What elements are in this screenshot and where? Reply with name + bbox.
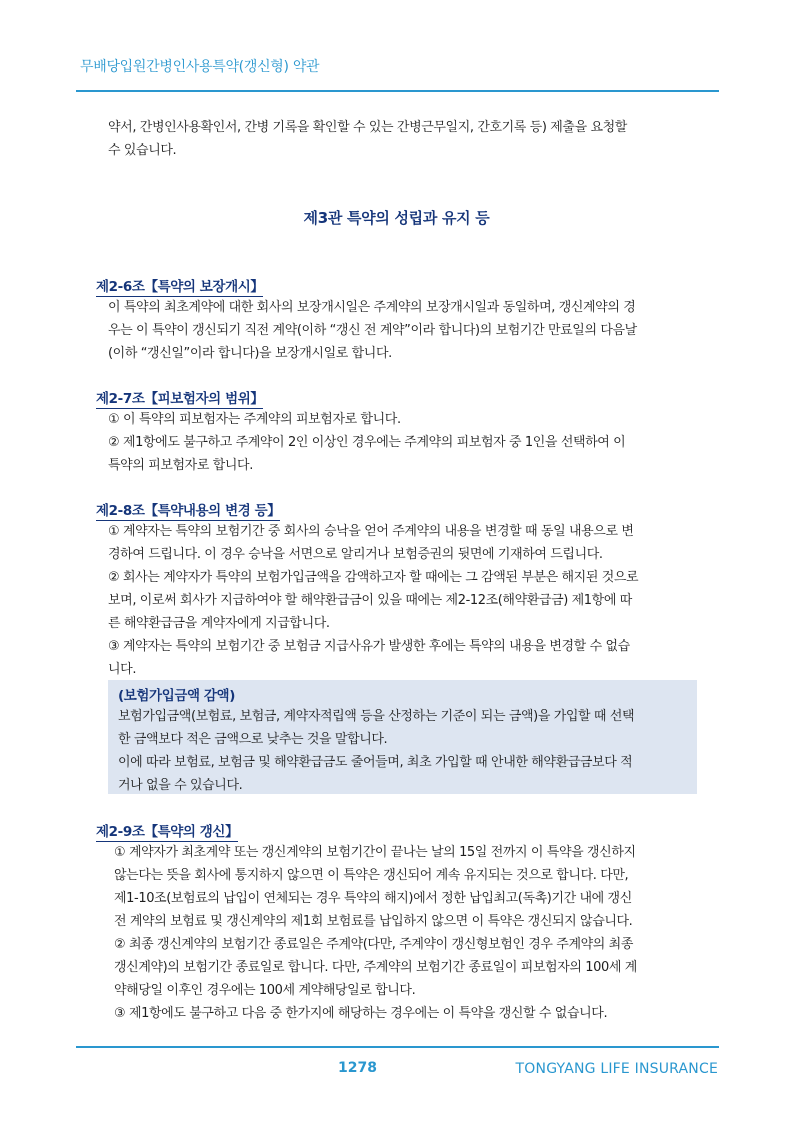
- definition-line: 보험가입금액(보험료, 보험금, 계약자적립액 등을 산정하는 기준이 되는 금액)을 가입할 때 선택: [118, 709, 635, 724]
- article-line: 보며, 이로써 회사가 지급하여야 할 해약환급금이 있을 때에는 제2-12조(해약환급금) 제1항에 따: [108, 593, 632, 608]
- definition-line: 이에 따라 보험료, 보험금 및 해약환급금도 줄어들며, 최초 가입할 때 안내한 해약환급금보다 적: [118, 755, 633, 770]
- article-line: 제1-10조(보험료의 납입이 연체되는 경우 특약의 해지)에서 정한 납입최고(독촉)기간 내에 갱신: [114, 891, 632, 906]
- article-heading-2-8: [96, 499, 280, 519]
- article-heading-text: 제2-8조【특약내용의 변경 등】: [96, 503, 281, 519]
- article-line: ① 계약자는 특약의 보험기간 중 회사의 승낙을 얻어 주계약의 내용을 변경할 때 동일 내용으로 변: [108, 524, 634, 539]
- article-line: ③ 계약자는 특약의 보험기간 중 보험금 지급사유가 발생한 후에는 특약의 내용을 변경할 수 없습: [108, 639, 630, 654]
- chapter-title: 제3관 특약의 성립과 유지 등: [303, 209, 490, 227]
- article-heading-text: 제2-6조【특약의 보장개시】: [96, 279, 264, 295]
- article-heading-text: 제2-9조【특약의 갱신】: [96, 824, 239, 840]
- article-line: ① 계약자가 최초계약 또는 갱신계약의 보험기간이 끝나는 날의 15일 전까지 이 특약을 갱신하지: [114, 845, 636, 860]
- article-line: 특약의 피보험자로 합니다.: [108, 458, 253, 473]
- article-line: 이 특약의 최초계약에 대한 회사의 보장개시일은 주계약의 보장개시일과 동일하며, 갱신계약의 경: [108, 300, 636, 315]
- article-line: (이하 “갱신일”이라 합니다)을 보장개시일로 합니다.: [108, 346, 392, 361]
- article-heading-2-9: [96, 820, 238, 840]
- article-line: 전 계약의 보험료 및 갱신계약의 제1회 보험료를 납입하지 않으면 이 특약은 갱신되지 않습니다.: [114, 914, 633, 929]
- article-heading-2-7: [96, 387, 263, 407]
- article-line: 른 해약환급금을 계약자에게 지급합니다.: [108, 616, 330, 631]
- company-name: TONGYANG LIFE INSURANCE: [515, 1061, 718, 1077]
- article-heading-text: 제2-7조【피보험자의 범위】: [96, 391, 264, 407]
- page-number: 1278: [338, 1060, 377, 1076]
- header-divider: [76, 90, 719, 92]
- article-line: ② 회사는 계약자가 특약의 보험가입금액을 감액하고자 할 때에는 그 감액된 부분은 해지된 것으로: [108, 570, 639, 585]
- article-line: ② 최종 갱신계약의 보험기간 종료일은 주계약(다만, 주계약이 갱신형보험인 경우 주계약의 최종: [114, 937, 633, 952]
- intro-line: 수 있습니다.: [108, 143, 177, 158]
- article-line: 경하여 드립니다. 이 경우 승낙을 서면으로 알리거나 보험증권의 뒷면에 기재하여 드립니다.: [108, 547, 603, 562]
- definition-line: 거나 없을 수 있습니다.: [118, 778, 243, 793]
- article-line: 약해당일 이후인 경우에는 100세 계약해당일로 합니다.: [114, 983, 416, 998]
- intro-line: 약서, 간병인사용확인서, 간병 기록을 확인할 수 있는 간병근무일지, 간호기록 등) 제출을 요청할: [108, 120, 627, 135]
- article-line: ① 이 특약의 피보험자는 주계약의 피보험자로 합니다.: [108, 412, 401, 427]
- article-line: 않는다는 뜻을 회사에 통지하지 않으면 이 특약은 갱신되어 계속 유지되는 것으로 합니다. 다만,: [114, 868, 629, 883]
- article-line: 니다.: [108, 662, 137, 677]
- document-header-title: 무배당입원간병인사용특약(갱신형) 약관: [80, 59, 320, 75]
- article-line: 갱신계약)의 보험기간 종료일로 합니다. 다만, 주계약의 보험기간 종료일이 피보험자의 100세 계: [114, 960, 637, 975]
- footer-divider: [76, 1046, 719, 1048]
- definition-line: 한 금액보다 적은 금액으로 낮추는 것을 말합니다.: [118, 732, 388, 747]
- article-heading-2-6: [96, 275, 263, 295]
- definition-box-title: (보험가입금액 감액): [118, 688, 235, 704]
- article-line: ② 제1항에도 불구하고 주계약이 2인 이상인 경우에는 주계약의 피보험자 중 1인을 선택하여 이: [108, 435, 626, 450]
- article-line: ③ 제1항에도 불구하고 다음 중 한가지에 해당하는 경우에는 이 특약을 갱신할 수 없습니다.: [114, 1006, 608, 1021]
- article-line: 우는 이 특약이 갱신되기 직전 계약(이하 “갱신 전 계약”이라 합니다)의 보험기간 만료일의 다음날: [108, 323, 637, 338]
